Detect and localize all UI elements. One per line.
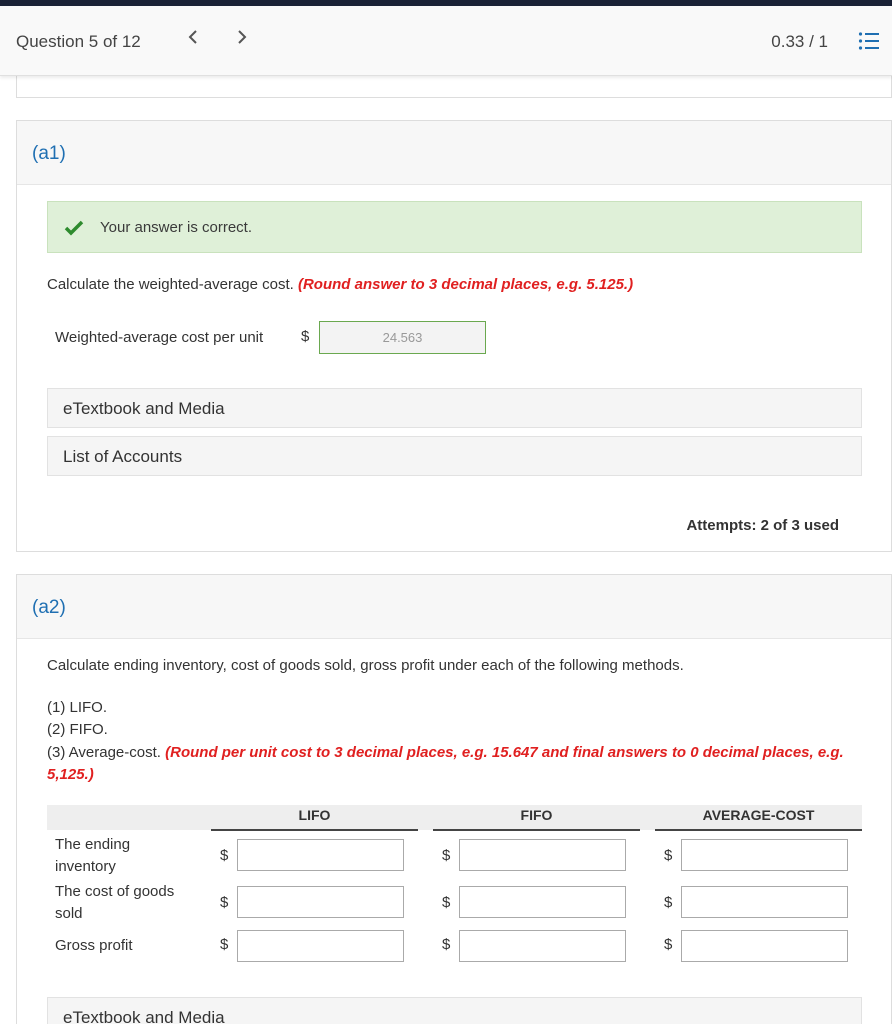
- etextbook-media-toggle[interactable]: [47, 997, 862, 1024]
- correct-answer-banner: [47, 201, 862, 253]
- part-a1-label: (a1): [32, 143, 66, 164]
- correct-answer-message: Your answer is correct.: [100, 219, 253, 236]
- currency-symbol: $: [664, 847, 673, 864]
- method-fifo: (2) FIFO.: [47, 721, 108, 738]
- row-label-cost-of-goods-sold: [55, 881, 174, 925]
- attempts-counter: Attempts: 2 of 3 used: [686, 517, 839, 534]
- column-header-fifo: FIFO: [433, 807, 640, 831]
- currency-symbol: $: [442, 894, 451, 911]
- currency-symbol: $: [220, 847, 229, 864]
- weighted-average-input[interactable]: [319, 321, 486, 354]
- part-a2-label: (a2): [32, 597, 66, 618]
- lifo-gross-profit-input[interactable]: [237, 930, 404, 962]
- average-cost-cost-of-goods-sold-input[interactable]: [681, 886, 848, 918]
- previous-question-button[interactable]: [187, 28, 199, 52]
- fifo-ending-inventory-input[interactable]: [459, 839, 626, 871]
- a1-rounding-note: (Round answer to 3 decimal places, e.g. 5.125.): [297, 276, 634, 293]
- method-lifo: (1) LIFO.: [47, 699, 108, 716]
- score-display: 0.33 / 1: [771, 32, 828, 51]
- etextbook-media-label: eTextbook and Media: [63, 1008, 225, 1024]
- lifo-cost-of-goods-sold-input[interactable]: [237, 886, 404, 918]
- currency-symbol: $: [664, 894, 673, 911]
- part-a2-card: [16, 574, 892, 1024]
- currency-symbol: $: [220, 894, 229, 911]
- currency-symbol: $: [442, 847, 451, 864]
- row-label-gross-profit: Gross profit: [55, 937, 133, 954]
- row-label-cogs-line2: sold: [55, 905, 83, 922]
- currency-symbol: $: [664, 936, 673, 953]
- fifo-gross-profit-input[interactable]: [459, 930, 626, 962]
- average-cost-gross-profit-input[interactable]: [681, 930, 848, 962]
- row-label-cogs-line1: The cost of goods: [55, 883, 175, 900]
- currency-symbol: $: [220, 936, 229, 953]
- question-list-icon[interactable]: [858, 31, 880, 51]
- etextbook-media-toggle[interactable]: [47, 388, 862, 428]
- part-a2-header: [17, 575, 891, 639]
- row-label-ending-inventory: [55, 834, 130, 878]
- checkmark-icon: [64, 220, 84, 236]
- method-average-cost: [47, 742, 867, 786]
- currency-symbol: $: [301, 328, 310, 345]
- chevron-left-icon: [187, 28, 199, 46]
- a2-instruction: Calculate ending inventory, cost of goods sold, gross profit under each of the following methods.: [47, 657, 684, 674]
- row-label-ending-inventory-line1: The ending: [55, 836, 131, 853]
- a2-rounding-note-line2: 5,125.): [47, 766, 94, 783]
- a2-rounding-note-line1: (Round per unit cost to 3 decimal places, e.g. 15.647 and final answers to 0 decimal places, e.g.: [165, 744, 844, 761]
- column-header-average-cost: AVERAGE-COST: [655, 807, 862, 831]
- part-a1-card: [16, 120, 892, 552]
- fifo-cost-of-goods-sold-input[interactable]: [459, 886, 626, 918]
- row-label-ending-inventory-line2: inventory: [55, 858, 116, 875]
- question-counter: Question 5 of 12: [16, 32, 141, 51]
- list-of-accounts-label: List of Accounts: [63, 447, 183, 466]
- a1-instruction: [47, 276, 633, 293]
- list-of-accounts-toggle[interactable]: [47, 436, 862, 476]
- weighted-average-label: Weighted-average cost per unit: [55, 329, 264, 346]
- method-average-cost-text: (3) Average-cost.: [47, 744, 161, 761]
- next-question-button[interactable]: [236, 28, 248, 52]
- etextbook-media-label: eTextbook and Media: [63, 399, 225, 418]
- part-a1-header: [17, 121, 891, 185]
- question-header: [0, 6, 892, 76]
- a1-instruction-text: Calculate the weighted-average cost.: [47, 276, 294, 293]
- previous-card-bottom: [16, 76, 892, 98]
- chevron-right-icon: [236, 28, 248, 46]
- currency-symbol: $: [442, 936, 451, 953]
- lifo-ending-inventory-input[interactable]: [237, 839, 404, 871]
- average-cost-ending-inventory-input[interactable]: [681, 839, 848, 871]
- column-header-lifo: LIFO: [211, 807, 418, 831]
